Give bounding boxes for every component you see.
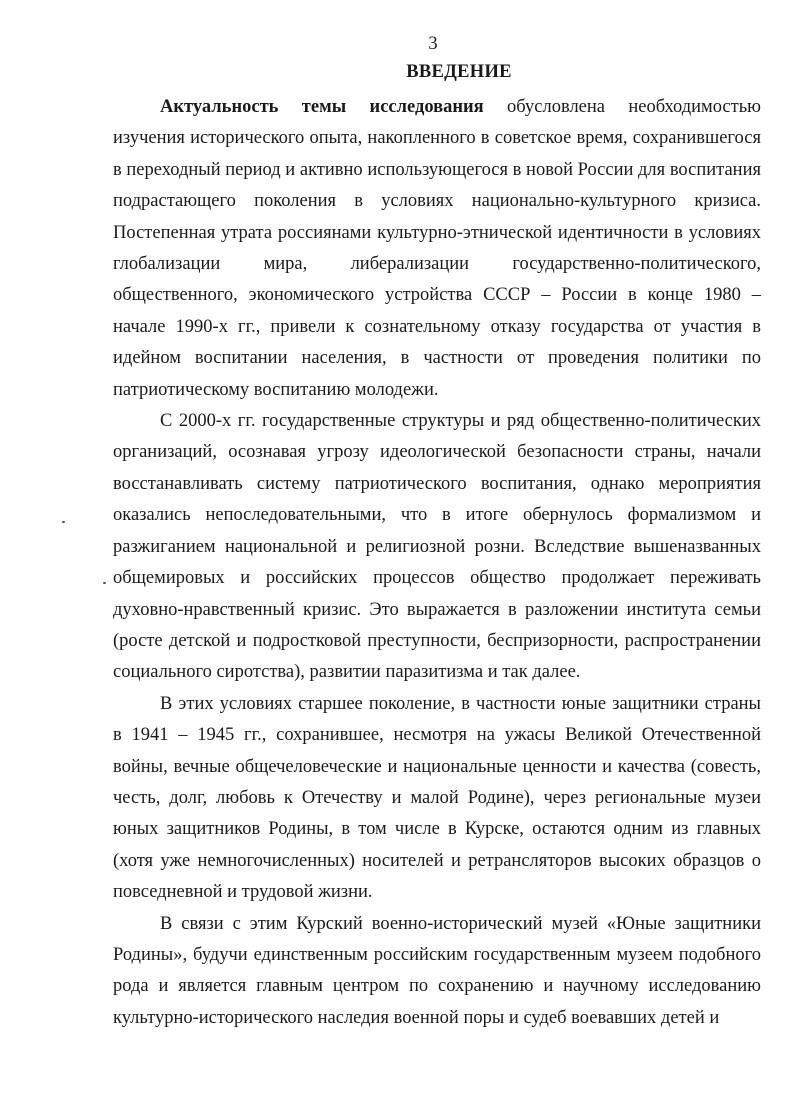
body-text xyxy=(113,92,761,1034)
scan-artifact-dot xyxy=(62,521,65,523)
scan-artifact-dot xyxy=(103,582,106,584)
section-heading: ВВЕДЕНИЕ xyxy=(406,62,512,82)
paragraph-older-generation xyxy=(113,689,761,909)
paragraph-text: обусловлена необходимостью изучения исторического опыта, накопленного в советское время, сохранившегося в переходный период и активно использующегося в новой России для воспитания подрастающего поколения в условиях национально-культурного кризиса. Постепенная утрата россиянами культурно-этнической идентичности в условиях глобализации мира, либерализации государственно-политического, общественного, экономического устройства СССР – России в конце 1980 – начале 1990-х гг., привели к сознательному отказу государства от участия в идейном воспитании населения, в частности от проведения политики по патриотическому воспитанию молодежи. xyxy=(113,97,761,400)
paragraph-text: В этих условиях старшее поколение, в частности юные защитники страны в 1941 – 1945 гг., сохранившее, несмотря на ужасы Великой Отечественной войны, вечные общечеловеческие и национальные ценности и качества (совесть, честь, долг, любовь к Отечеству и малой Родине), через региональные музеи юных защитников Родины, в том числе в Курске, остаются одним из главных (хотя уже немногочисленных) носителей и ретрансляторов высоких образцов о повседневной и трудовой жизни. xyxy=(113,693,761,903)
paragraph-lead: Актуальность темы исследования xyxy=(160,97,484,117)
page-number: 3 xyxy=(428,34,438,54)
paragraph-text: С 2000-х гг. государственные структуры и ряд общественно-политических организаций, осознавая угрозу идеологической безопасности страны, начали восстанавливать систему патриотического воспитания, однако мероприятия оказались непоследовательными, что в итоге обернулось формализмом и разжиганием национальной и религиозной розни. Вследствие вышеназванных общемировых и российских процессов общество продолжает переживать духовно-нравственный кризис. Это выражается в разложении института семьи (росте детской и подростковой преступности, беспризорности, распространении социального сиротства), развитии паразитизма и так далее. xyxy=(113,411,761,683)
paragraph-text: В связи с этим Курский военно-исторический музей «Юные защитники Родины», будучи единственным российским государственным музеем подобного рода и является главным центром по сохранению и научному исследованию культурно-исторического наследия военной поры и судеб воевавших детей и xyxy=(113,913,761,1028)
paragraph-relevance xyxy=(113,92,761,406)
paragraph-2000s xyxy=(113,406,761,689)
paragraph-kursk-museum xyxy=(113,909,761,1035)
